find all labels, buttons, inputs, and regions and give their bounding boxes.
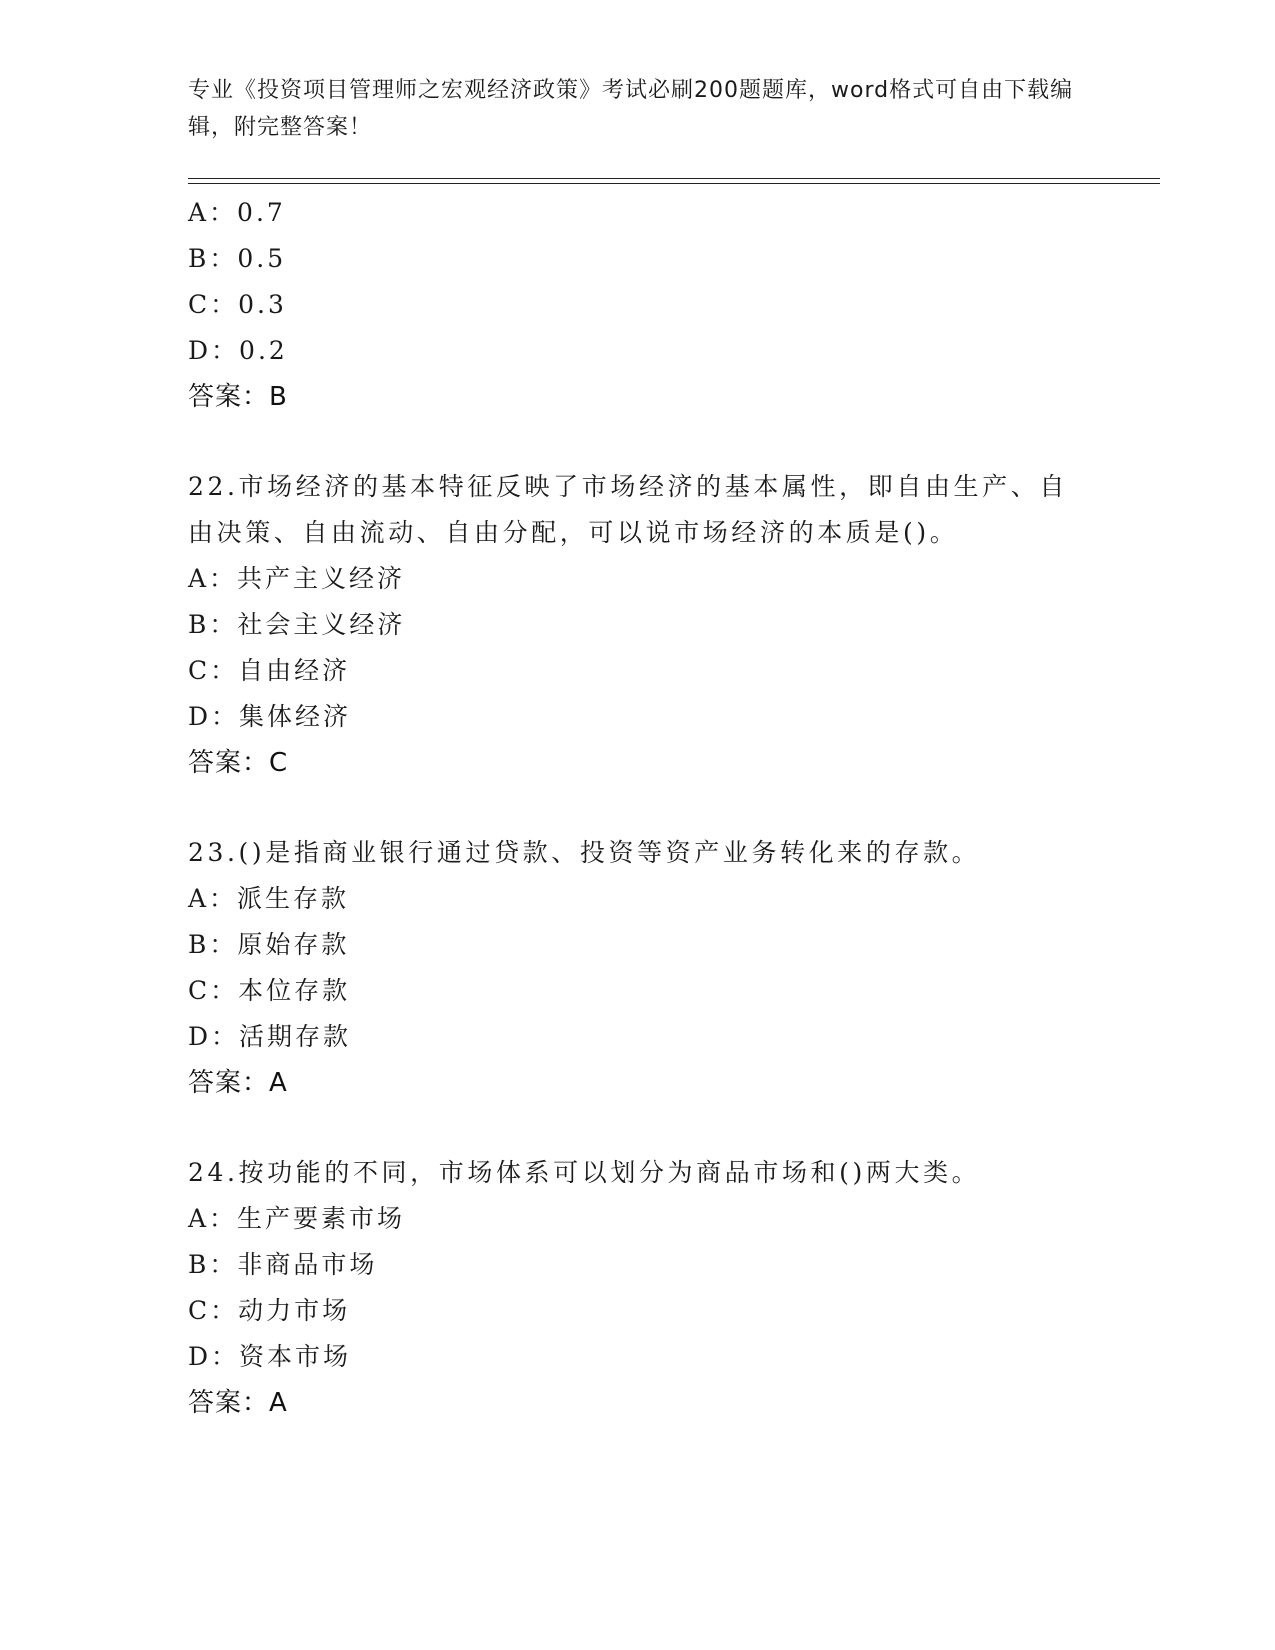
option-c: C：动力市场 [188, 1296, 351, 1325]
header-rule-top [188, 178, 1160, 179]
document-header-title: 专业《投资项目管理师之宏观经济政策》考试必刷200题题库，word格式可自由下载编辑，附完整答案！ [188, 78, 1074, 140]
option-d: D：集体经济 [188, 702, 352, 731]
question-block-24 [188, 1150, 1088, 1426]
spacer [188, 786, 1088, 830]
option-d: D：活期存款 [188, 1022, 352, 1051]
option-a: A：派生存款 [188, 884, 350, 913]
question-block-23 [188, 830, 1088, 1106]
option-b: B：非商品市场 [188, 1250, 378, 1279]
option-b: B：0.5 [188, 244, 287, 273]
question-content [188, 190, 1088, 1426]
answer-label: 答案：A [188, 1388, 288, 1418]
spacer [188, 1106, 1088, 1150]
option-c: C：0.3 [188, 290, 287, 319]
answer-label: 答案：A [188, 1068, 288, 1098]
question-text: 24.按功能的不同，市场体系可以划分为商品市场和()两大类。 [188, 1158, 981, 1187]
option-b: B：原始存款 [188, 930, 350, 959]
option-a: A：生产要素市场 [188, 1204, 406, 1233]
question-text: 22.市场经济的基本特征反映了市场经济的基本属性，即自由生产、自由决策、自由流动、自由分配，可以说市场经济的本质是()。 [188, 472, 1068, 547]
question-block-21 [188, 190, 1088, 420]
option-b: B：社会主义经济 [188, 610, 406, 639]
question-text: 23.()是指商业银行通过贷款、投资等资产业务转化来的存款。 [188, 838, 981, 867]
option-c: C：自由经济 [188, 656, 351, 685]
option-a: A：共产主义经济 [188, 564, 406, 593]
option-d: D：资本市场 [188, 1342, 352, 1371]
header-rule-bottom [188, 183, 1160, 184]
spacer [188, 420, 1088, 464]
option-c: C：本位存款 [188, 976, 351, 1005]
option-a: A：0.7 [188, 198, 286, 227]
answer-label: 答案：C [188, 748, 289, 778]
answer-label: 答案：B [188, 382, 288, 412]
option-d: D：0.2 [188, 336, 288, 365]
question-block-22 [188, 464, 1088, 786]
